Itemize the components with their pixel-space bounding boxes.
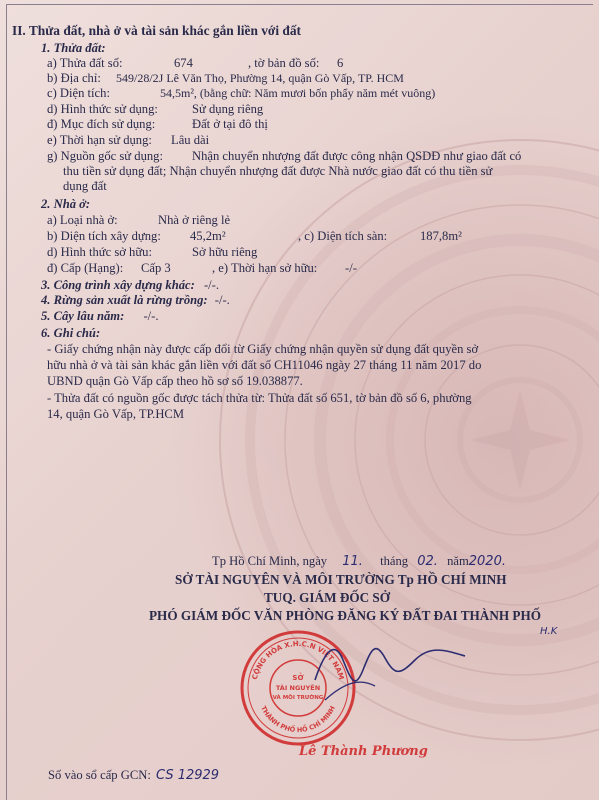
registry-value: CS 12929 bbox=[156, 768, 220, 783]
ownership-term-value: -/- bbox=[345, 261, 357, 275]
floor-area-value: 187,8m² bbox=[420, 229, 462, 243]
use-term-value: Lâu dài bbox=[171, 133, 210, 147]
item4-row bbox=[41, 293, 230, 308]
parcel-number-label: a) Thửa đất số: bbox=[47, 56, 123, 70]
area-value: 54,5m², (bằng chữ: Năm mươi bốn phẩy năm mét vuông) bbox=[160, 86, 436, 100]
ownership-form-value: Sở hữu riêng bbox=[192, 245, 258, 259]
date-year: 2020. bbox=[468, 554, 506, 569]
seal-center-1: SỞ bbox=[292, 674, 304, 682]
item5-row bbox=[41, 309, 158, 324]
item4-label: 4. Rừng sản xuất là rừng trồng: bbox=[41, 293, 208, 307]
item3-row bbox=[41, 278, 219, 293]
map-sheet-label: , tờ bản đồ số: bbox=[248, 56, 320, 70]
item5-label: 5. Cây lâu năm: bbox=[41, 309, 125, 323]
address-value: 549/28/2J Lê Văn Thọ, Phường 14, quận Gò Vấp, TP. HCM bbox=[116, 71, 404, 85]
item4-value: -/-. bbox=[214, 293, 230, 307]
item3-label: 3. Công trình xây dựng khác: bbox=[41, 278, 195, 292]
use-form-value: Sử dụng riêng bbox=[192, 102, 264, 116]
signature-scribble bbox=[305, 620, 475, 710]
use-origin-value-2: thu tiền sử dụng đất; Nhận chuyển nhượng đất được Nhà nước giao đất có thu tiền sử bbox=[63, 164, 493, 178]
initials: H.K bbox=[540, 626, 558, 637]
address-label: b) Địa chỉ: bbox=[47, 71, 101, 85]
authority-line2: TUQ. GIÁM ĐỐC SỞ bbox=[264, 590, 391, 605]
date-year-label: năm bbox=[447, 554, 469, 568]
note2-line1: - Thửa đất có nguồn gốc được tách thửa từ: Thửa đất số 651, tờ bản đồ số 6, phường bbox=[47, 391, 472, 405]
build-area-value: 45,2m² bbox=[190, 229, 226, 243]
seal-bottom-text: THÀNH PHỐ HỒ CHÍ MINH bbox=[259, 704, 337, 735]
section-title: II. Thửa đất, nhà ở và tài sản khác gắn liền với đất bbox=[12, 23, 302, 38]
map-sheet-value: 6 bbox=[337, 56, 344, 70]
authority-line1: SỞ TÀI NGUYÊN VÀ MÔI TRƯỜNG Tp HỒ CHÍ MINH bbox=[175, 572, 507, 587]
date-day: 11. bbox=[342, 554, 363, 569]
date-month-label: tháng bbox=[380, 554, 409, 568]
parcel-number-value: 674 bbox=[174, 56, 193, 70]
authority-line3: PHÓ GIÁM ĐỐC VĂN PHÒNG ĐĂNG KÝ ĐẤT ĐAI THÀNH PHỐ bbox=[149, 608, 541, 623]
grade-value: Cấp 3 bbox=[141, 261, 171, 275]
house-type-label: a) Loại nhà ở: bbox=[47, 213, 118, 227]
registry-label: Số vào sổ cấp GCN: bbox=[48, 768, 151, 782]
floor-area-label: , c) Diện tích sàn: bbox=[298, 229, 388, 243]
parcel-number-row bbox=[47, 56, 123, 71]
use-origin-value-1: Nhận chuyển nhượng đất được công nhận QSDĐ như giao đất có bbox=[192, 149, 522, 163]
date-prefix: Tp Hồ Chí Minh, ngày bbox=[212, 554, 328, 568]
land-heading: 1. Thửa đất: bbox=[41, 41, 106, 55]
item3-value: -/-. bbox=[203, 278, 220, 292]
note1-line3: UBND quận Gò Vấp cấp theo hồ sơ số 19.038877. bbox=[47, 374, 303, 388]
use-purpose-label: đ) Mục đích sử dụng: bbox=[47, 117, 156, 131]
use-origin-value-3: dụng đất bbox=[63, 179, 107, 193]
seal-center-3: VÀ MÔI TRƯỜNG bbox=[272, 695, 324, 701]
use-purpose-value: Đất ở tại đô thị bbox=[192, 117, 268, 131]
area-label: c) Diện tích: bbox=[47, 86, 110, 100]
notes-heading: 6. Ghi chú: bbox=[41, 326, 101, 340]
grade-label: đ) Cấp (Hạng): bbox=[47, 261, 124, 275]
note1-line1: - Giấy chứng nhận này được cấp đổi từ Giấy chứng nhận quyền sử dụng đất quyền sở bbox=[47, 342, 479, 356]
house-heading: 2. Nhà ở: bbox=[41, 197, 91, 211]
seal-center-2: TÀI NGUYÊN bbox=[275, 684, 321, 692]
use-origin-label: g) Nguồn gốc sử dụng: bbox=[47, 149, 163, 163]
note1-line2: hữu nhà ở và tài sản khác gắn liền với đất số CH11046 ngày 27 tháng 11 năm 2017 do bbox=[47, 358, 482, 372]
date-line bbox=[212, 554, 506, 569]
seal-top-text: CỘNG HÒA X.H.C.N VIỆT NAM bbox=[250, 639, 346, 681]
house-type-value: Nhà ở riêng lẻ bbox=[158, 213, 231, 227]
use-form-label: d) Hình thức sử dụng: bbox=[47, 102, 158, 116]
use-term-label: e) Thời hạn sử dụng: bbox=[47, 133, 152, 147]
item5-value: -/-. bbox=[143, 309, 159, 323]
note2-line2: 14, quận Gò Vấp, TP.HCM bbox=[47, 407, 185, 421]
signer-name: Lê Thành Phương bbox=[299, 744, 428, 759]
ownership-term-label: , e) Thời hạn sở hữu: bbox=[212, 261, 318, 275]
date-month: 02. bbox=[417, 554, 438, 569]
ownership-form-label: d) Hình thức sở hữu: bbox=[47, 245, 152, 259]
registry-row bbox=[48, 768, 219, 783]
build-area-label: b) Diện tích xây dựng: bbox=[47, 229, 161, 243]
